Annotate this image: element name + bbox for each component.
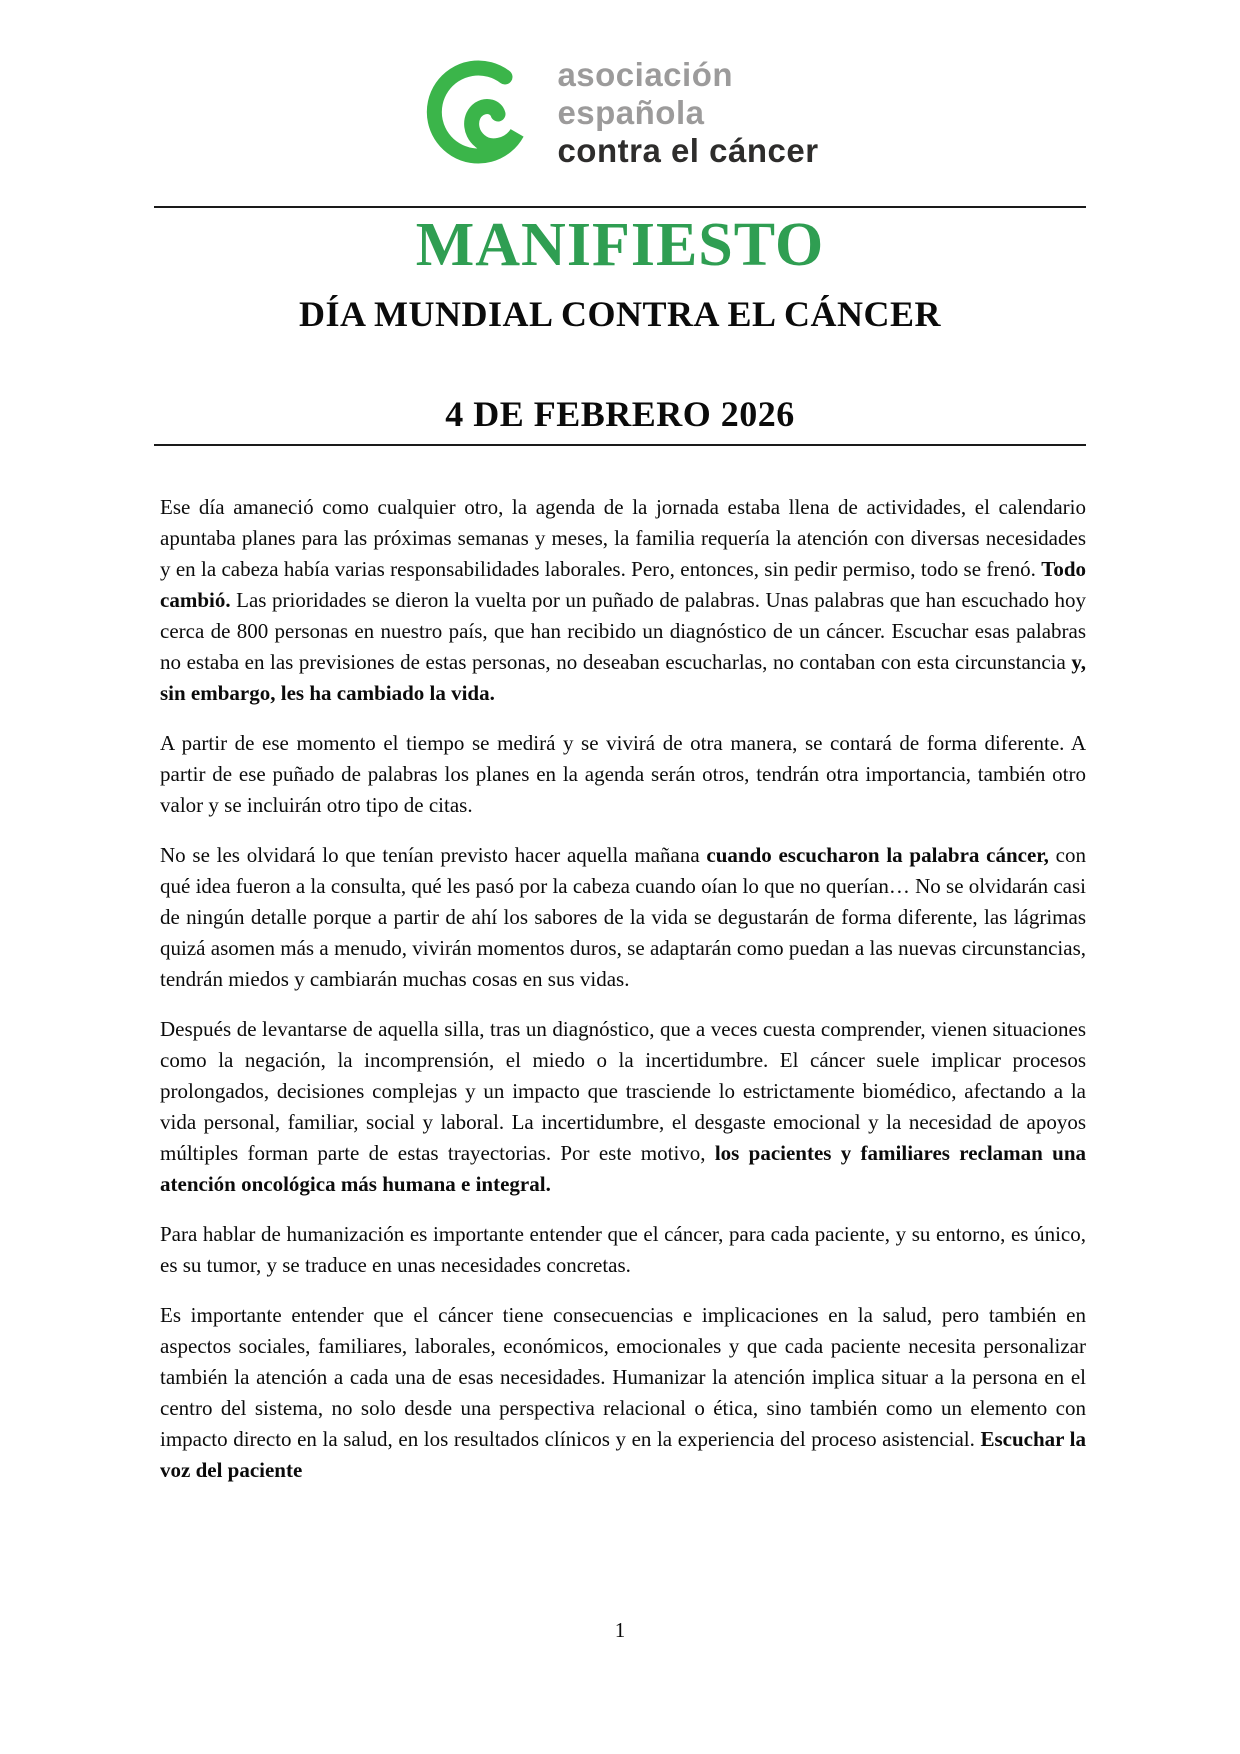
page-title: MANIFIESTO — [415, 211, 825, 279]
paragraph: Para hablar de humanización es importante entender que el cáncer, para cada paciente, y su entorno, es único, es su tumor, y se traduce en unas necesidades concretas. — [160, 1222, 1086, 1277]
body-paragraphs — [160, 492, 1086, 1486]
logo-line-espanola: española — [557, 94, 705, 131]
paragraph: Después de levantarse de aquella silla, tras un diagnóstico, que a veces cuesta comprender, vienen situaciones como la negación, la incomprensión, el miedo o la incertidumbre. El cáncer suele implicar procesos prolongados, decisiones complejas y un impacto que trasciende lo estrictamente biomédico, afectando a la vida personal, familiar, social y laboral. La incertidumbre, el desgaste emocional y la necesidad de apoyos múltiples forman parte de estas trayectorias. Por este motivo, los pacientes y familiares reclaman una atención oncológica más humana e integral. — [160, 1017, 1087, 1196]
logo-line-asociacion: asociación — [557, 56, 734, 93]
logo-line-contra-el-cancer: contra el cáncer — [557, 132, 819, 169]
divider-bottom — [154, 444, 1086, 446]
paragraph: No se les olvidará lo que tenían previsto hacer aquella mañana cuando escucharon la palabra cáncer, con qué idea fueron a la consulta, qué les pasó por la cabeza cuando oían lo que no querían… No se olvidarán casi de ningún detalle porque a partir de ahí los sabores de la vida se degustarán de forma diferente, las lágrimas quizá asomen más a menudo, vivirán momentos duros, se adaptarán como puedan a las nuevas circunstancias, tendrán miedos y cambiarán muchas cosas en sus vidas. — [160, 843, 1086, 991]
subtitle-date: 4 DE FEBRERO 2026 — [445, 394, 795, 434]
org-logo-wordmark — [557, 56, 818, 170]
paragraph: A partir de ese momento el tiempo se medirá y se vivirá de otra manera, se contará de forma diferente. A partir de ese puñado de palabras los planes en la agenda serán otros, tendrán otra importancia, también otro valor y se incluirán otro tipo de citas. — [160, 731, 1086, 817]
divider-top — [154, 206, 1086, 208]
paragraph: Ese día amaneció como cualquier otro, la agenda de la jornada estaba llena de actividades, el calendario apuntaba planes para las próximas semanas y meses, la familia requería la atención con diversas necesidades y en la cabeza había varias responsabilidades laborales. Pero, entonces, sin pedir permiso, todo se frenó. Todo cambió. Las prioridades se dieron la vuelta por un puñado de palabras. Unas palabras que han escuchado hoy cerca de 800 personas en nuestro país, que han recibido un diagnóstico de un cáncer. Escuchar esas palabras no estaba en las previsiones de estas personas, no deseaban escucharlas, no contaban con esta circunstancia y, sin embargo, les ha cambiado la vida. — [160, 495, 1086, 705]
paragraph: Es importante entender que el cáncer tiene consecuencias e implicaciones en la salud, pero también en aspectos sociales, familiares, laborales, económicos, emocionales y que cada paciente necesita personalizar también la atención a cada una de esas necesidades. Humanizar la atención implica situar a la persona en el centro del sistema, no solo desde una perspectiva relacional o ética, sino también como un elemento con impacto directo en la salud, en los resultados clínicos y en la experiencia del proceso asistencial. Escuchar la voz del paciente — [160, 1303, 1086, 1482]
org-logo — [0, 50, 1240, 176]
aecc-spiral-c-icon — [421, 50, 541, 176]
page-number: 1 — [614, 1618, 626, 1642]
subtitle-world-cancer-day: DÍA MUNDIAL CONTRA EL CÁNCER — [298, 294, 942, 334]
